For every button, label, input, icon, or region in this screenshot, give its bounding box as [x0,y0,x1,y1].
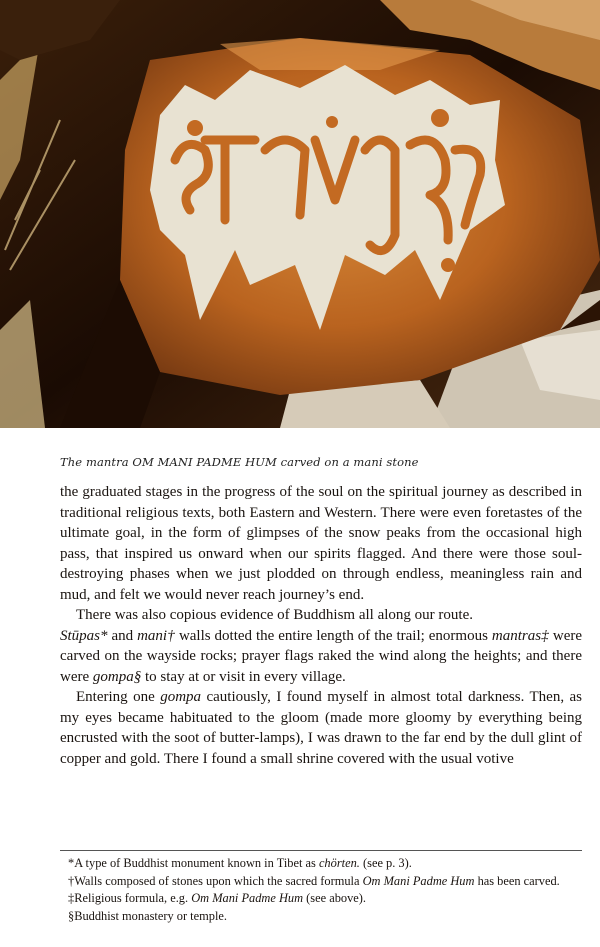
term-gompa-2: gompa [160,689,202,705]
footnote-2 [60,873,582,891]
footnote-4: §Buddhist monastery or temple. [68,908,227,923]
paragraph-3-text-b: cautiously, I found myself in almost total darkness. Then, as my eyes became habituated to the gloom (made more gloomy by everything being encrusted with the soot of butter-lamps), I was drawn to the far end by the dull glint of copper and gold. There I found a small shrine covered with the usual votive [60,689,582,767]
paragraph-3-text-a: Entering one [76,689,155,705]
footnote-3-text: ‡Religious formula, e.g. [68,891,189,906]
mani-stone-photo-icon [0,0,600,428]
footnote-1-text: *A type of Buddhist monument known in Tibet as [68,856,316,870]
footnote-3-term: Om Mani Padme Hum [191,891,304,906]
paragraph-2-text-d: were carved on the wayside rocks; prayer flags raked the wind along the heights; and there were [60,627,583,685]
footnote-2-text: †Walls composed of stones upon which the sacred formula [68,873,360,888]
paragraph-2 [60,605,582,687]
footnote-2-term: Om Mani Padme Hum [362,873,475,888]
term-mantras: mantras‡ [491,627,549,644]
footnote-divider [60,850,582,851]
footnote-1-ref: (see p. 3). [363,856,412,870]
paragraph-2-text-b: and [111,627,134,644]
footnote-2-end: has been carved. [477,873,560,888]
footnote-1-term: chörten. [318,856,360,870]
footnote-3 [60,890,582,908]
paragraph-2-text-c: walls dotted the entire length of the trail; enormous [178,627,488,644]
term-stupas: Stūpas* [60,627,108,644]
main-text [60,482,582,769]
paragraph-2-text-a: There was also copious evidence of Buddhism all along our route. [76,607,473,623]
footnote-3-ref: (see above). [306,891,367,906]
term-mani: mani† [137,627,175,644]
footnotes [60,855,582,925]
figure-caption: The mantra OM MANI PADME HUM carved on a mani stone [60,455,419,469]
footnote-1 [60,855,582,873]
paragraph-1: the graduated stages in the progress of the soul on the spiritual journey as described in traditional religious texts, both Eastern and Western. There were even foretastes of the ultimate goal, in the form of glimpses of the snow peaks from the occasional high pass, that inspired us onward when our spirits flagged. And there were those soul-destroying phases when we just plodded on through endless, meaningless rain and mud, and felt we would never reach journey’s end. [60,484,582,603]
mani-stone-photo [0,0,600,428]
term-gompa: gompa§ [92,668,142,685]
paragraph-2-text-e: to stay at or visit in every village. [145,668,346,685]
paragraph-3 [60,687,582,769]
